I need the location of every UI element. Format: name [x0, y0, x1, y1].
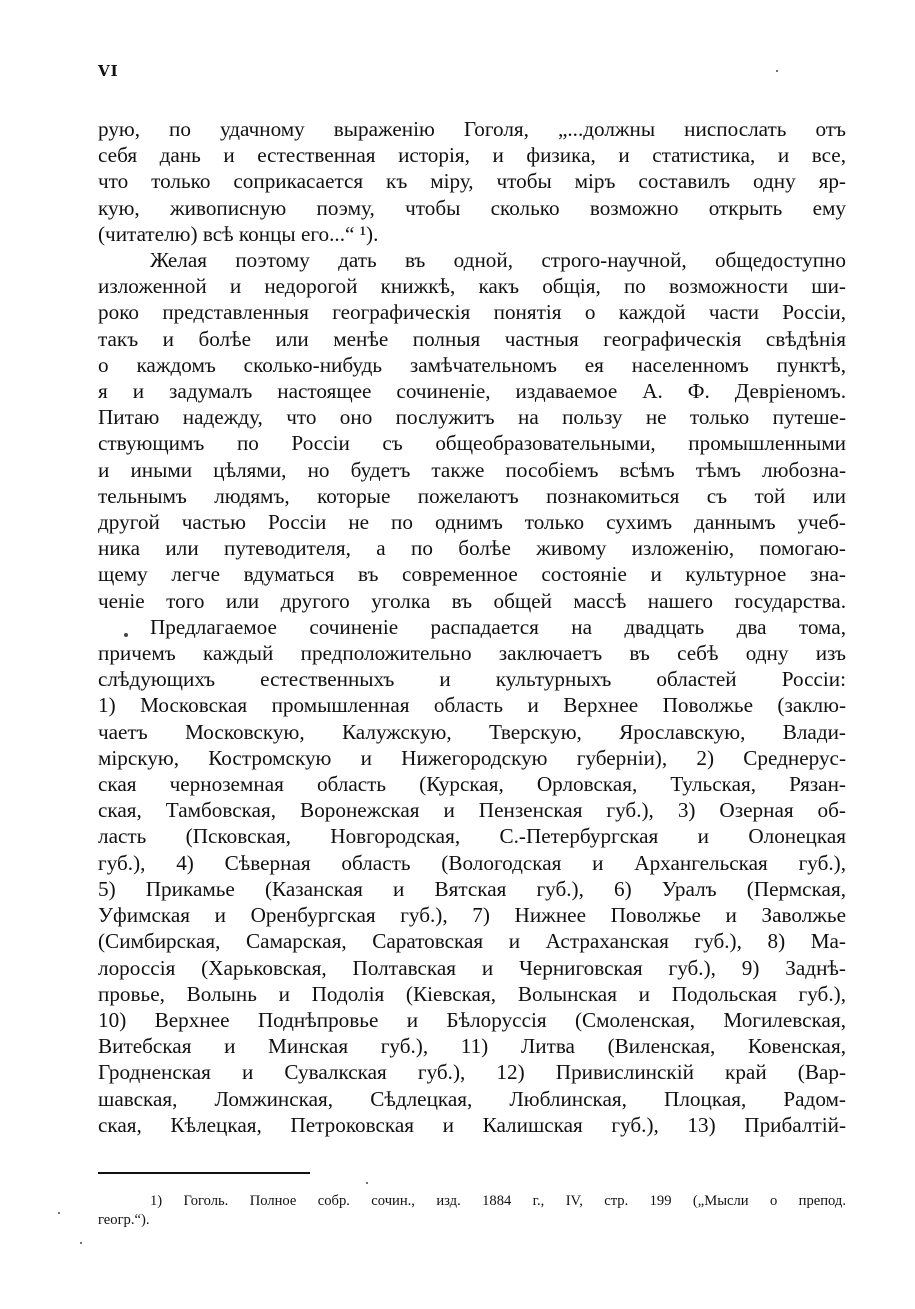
text-line: другой частью Россіи не по однимъ только сухимъ даннымъ учеб-	[98, 510, 846, 535]
text-line: мірскую, Костромскую и Нижегородскую губерніи), 2) Среднерус-	[98, 745, 846, 770]
text-line: 10) Верхнее Поднѣпровье и Бѣлоруссія (Смоленская, Могилевская,	[98, 1007, 846, 1032]
text-line: шавская, Ломжинская, Сѣдлецкая, Люблинская, Плоцкая, Радом-	[98, 1086, 846, 1111]
footnote-line: 1) Гоголь. Полное собр. сочин., изд. 1884 г., IV, стр. 199 („Мысли о препод.	[150, 1193, 846, 1209]
text-line: Гродненская и Сувалкская губ.), 12) Привислинскій край (Вар-	[98, 1060, 846, 1085]
text-line: причемъ каждый предположительно заключаетъ въ себѣ одну изъ	[98, 641, 846, 666]
text-line: я и задумалъ настоящее сочиненіе, издаваемое А. Ф. Девріеномъ.	[98, 379, 846, 404]
text-line: ласть (Псковская, Новгородская, С.-Петербургская и Олонецкая	[98, 824, 846, 849]
print-speck	[58, 1212, 60, 1214]
text-line: (читателю) всѣ концы его...“ ¹).	[98, 221, 379, 246]
paragraph-1	[98, 116, 846, 247]
text-line: чаетъ Московскую, Калужскую, Тверскую, Ярославскую, Влади-	[98, 719, 846, 744]
text-line: щему легче вдуматься въ современное состояніе и культурное зна-	[98, 562, 846, 587]
text-line: ская, Кѣлецкая, Петроковская и Калишская губ.), 13) Прибалтій-	[98, 1112, 846, 1137]
text-line: 1) Московская промышленная область и Верхнее Поволжье (заклю-	[98, 693, 846, 718]
text-line: изложенной и недорогой книжкѣ, какъ общія, по возможности ши-	[98, 274, 846, 299]
paragraph-3	[98, 614, 846, 1138]
text-line: роко представленныя географическія понятія о каждой части Россіи,	[98, 300, 846, 325]
page-number: VI	[98, 62, 119, 80]
body-text	[98, 116, 846, 1138]
text-line: что только соприкасается къ міру, чтобы міръ составилъ одну яр-	[98, 169, 846, 194]
text-line: (Симбирская, Самарская, Саратовская и Астраханская губ.), 8) Ма-	[98, 929, 846, 954]
footnote-divider	[98, 1172, 310, 1174]
text-line: лороссія (Харьковская, Полтавская и Черниговская губ.), 9) Заднѣ-	[98, 955, 846, 980]
text-line: себя дань и естественная исторія, и физика, и статистика, и все,	[98, 143, 846, 168]
text-line: кую, живописную поэму, чтобы сколько возможно открыть ему	[98, 195, 846, 220]
text-line: ника или путеводителя, а по болѣе живому изложенію, помогаю-	[98, 536, 846, 561]
text-line: Уфимская и Оренбургская губ.), 7) Нижнее Поволжье и Заволжье	[98, 903, 846, 928]
text-line: ская черноземная область (Курская, Орловская, Тульская, Рязан-	[98, 772, 846, 797]
text-line: ствующимъ по Россіи съ общеобразовательными, промышленными	[98, 431, 846, 456]
text-line: такъ и болѣе или менѣе полныя частныя географическія свѣдѣнія	[98, 326, 846, 351]
text-line: тельнымъ людямъ, которые пожелаютъ познакомиться съ той или	[98, 483, 846, 508]
text-line: и иными цѣлями, но будетъ также пособіемъ всѣмъ тѣмъ любозна-	[98, 457, 846, 482]
text-line: Предлагаемое сочиненіе распадается на двадцать два тома,	[150, 614, 846, 639]
text-line: ченіе того или другого уголка въ общей массѣ нашего государства.	[98, 588, 846, 613]
print-speck	[366, 1182, 368, 1184]
text-line: Питаю надежду, что оно послужитъ на пользу не только путеше-	[98, 405, 846, 430]
text-line: 5) Прикамье (Казанская и Вятская губ.), 6) Уралъ (Пермская,	[98, 876, 846, 901]
footnote	[98, 1192, 846, 1230]
text-line: рую, по удачному выраженію Гоголя, „...должны ниспослать отъ	[98, 117, 846, 141]
paragraph-2	[98, 247, 846, 614]
footnote-line: геогр.“).	[98, 1212, 150, 1228]
text-line: о каждомъ сколько-нибудь замѣчательномъ ея населенномъ пунктѣ,	[98, 352, 846, 377]
text-line: ская, Тамбовская, Воронежская и Пензенская губ.), 3) Озерная об-	[98, 798, 846, 823]
text-line: провье, Волынь и Подолія (Кіевская, Волынская и Подольская губ.),	[98, 981, 846, 1006]
text-line: слѣдующихъ естественныхъ и культурныхъ областей Россіи:	[98, 667, 846, 692]
print-speck	[124, 633, 128, 637]
text-line: губ.), 4) Сѣверная область (Вологодская и Архангельская губ.),	[98, 850, 846, 875]
text-line: Желая поэтому дать въ одной, строго-научной, общедоступно	[150, 248, 846, 273]
text-line: Витебская и Минская губ.), 11) Литва (Виленская, Ковенская,	[98, 1034, 846, 1059]
print-speck	[776, 70, 778, 72]
print-speck	[80, 1242, 82, 1244]
